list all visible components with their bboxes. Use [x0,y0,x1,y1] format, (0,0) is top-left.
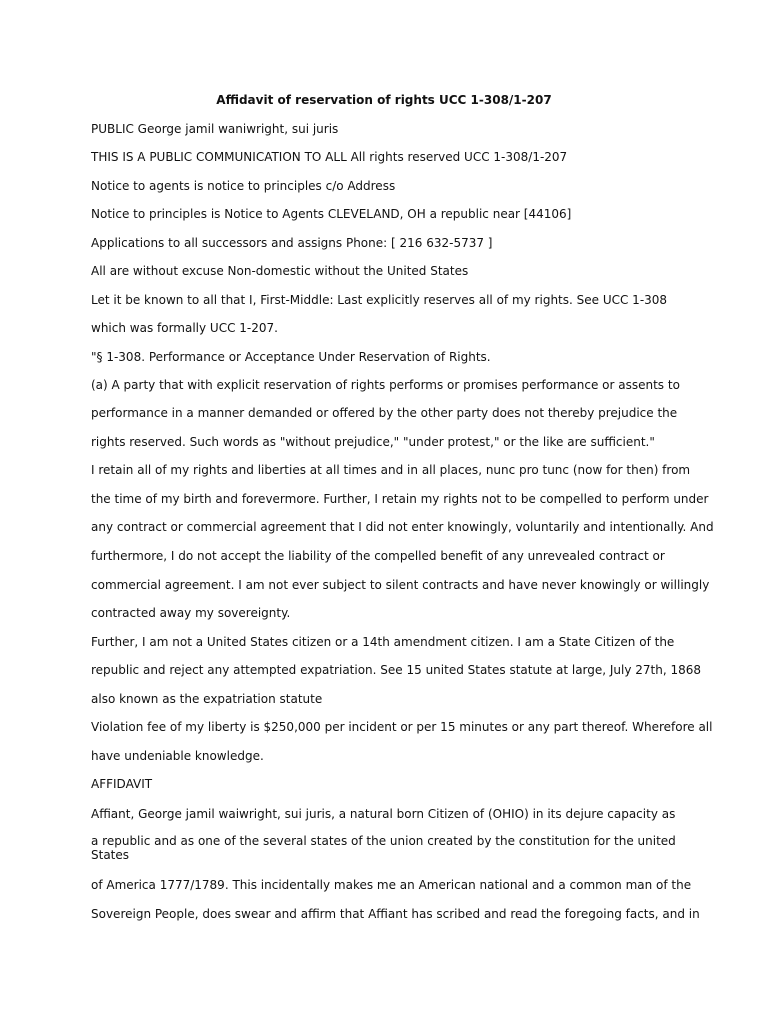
document-line: Notice to agents is notice to principles c/o Address [91,179,396,193]
document-line: contracted away my sovereignty. [91,606,291,620]
document-line: which was formally UCC 1-207. [91,321,278,335]
document-line: also known as the expatriation statute [91,692,323,706]
document-line: Notice to principles is Notice to Agents CLEVELAND, OH a republic near [44106] [91,207,572,221]
document-line: "§ 1-308. Performance or Acceptance Under Reservation of Rights. [91,350,491,364]
document-line: Applications to all successors and assigns Phone: [ 216 632-5737 ] [91,236,493,250]
section-heading-affidavit: AFFIDAVIT [91,777,153,791]
document-line: performance in a manner demanded or offered by the other party does not thereby prejudice the [91,406,678,420]
document-line: of America 1777/1789. This incidentally makes me an American national and a common man of the [91,878,692,892]
document-line: furthermore, I do not accept the liability of the compelled benefit of any unrevealed contract or [91,549,665,563]
document-line: a republic and as one of the several states of the union created by the constitution for the united States [91,834,676,862]
document-line: rights reserved. Such words as "without prejudice," "under protest," or the like are sufficient." [91,435,655,449]
document-title: Affidavit of reservation of rights UCC 1-308/1-207 [216,93,552,107]
document-line: commercial agreement. I am not ever subject to silent contracts and have never knowingly or willingly [91,578,710,592]
document-line: have undeniable knowledge. [91,749,264,763]
document-line: Violation fee of my liberty is $250,000 per incident or per 15 minutes or any part thereof. Wherefore all [91,720,713,734]
document-line: Let it be known to all that I, First-Middle: Last explicitly reserves all of my rights. See UCC 1-308 [91,293,668,307]
document-line: any contract or commercial agreement that I did not enter knowingly, voluntarily and intentionally. And [91,520,714,534]
document-line: Further, I am not a United States citizen or a 14th amendment citizen. I am a State Citizen of the [91,635,675,649]
document-line: the time of my birth and forevermore. Further, I retain my rights not to be compelled to perform under [91,492,709,506]
document-line: I retain all of my rights and liberties at all times and in all places, nunc pro tunc (now for then) from [91,463,691,477]
document-line: republic and reject any attempted expatriation. See 15 united States statute at large, July 27th, 1868 [91,663,702,677]
document-line: THIS IS A PUBLIC COMMUNICATION TO ALL All rights reserved UCC 1-308/1-207 [91,150,568,164]
document-line: PUBLIC George jamil waniwright, sui juris [91,122,339,136]
document-line: All are without excuse Non-domestic without the United States [91,264,469,278]
document-line: (a) A party that with explicit reservation of rights performs or promises performance or assents to [91,378,680,392]
document-line: Sovereign People, does swear and affirm that Affiant has scribed and read the foregoing facts, and in [91,907,700,921]
document-line: Affiant, George jamil waiwright, sui juris, a natural born Citizen of (OHIO) in its dejure capacity as [91,807,676,821]
